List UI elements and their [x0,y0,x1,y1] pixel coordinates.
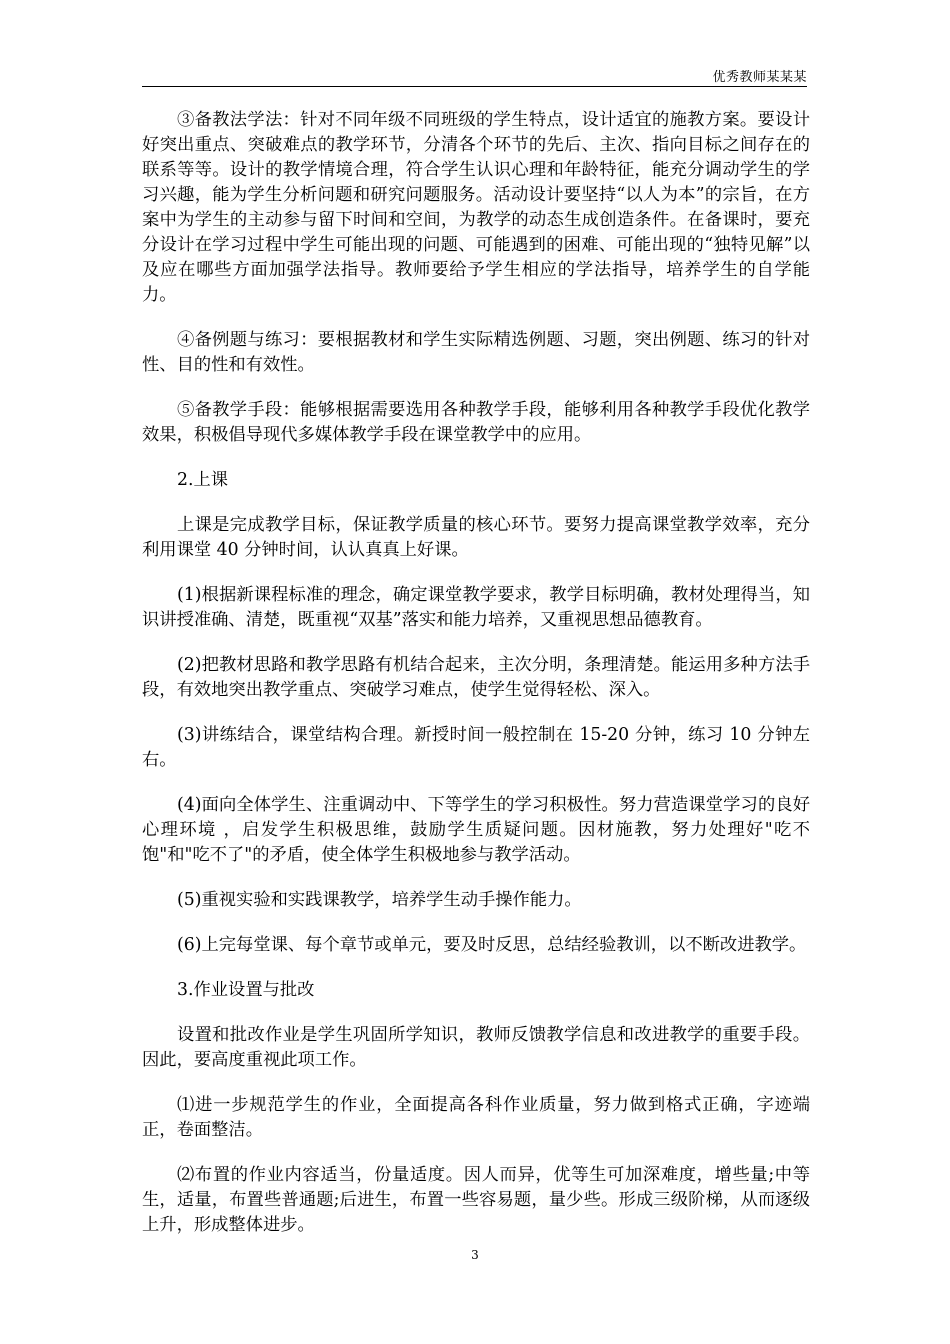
paragraph-examples-exercises: ④备例题与练习：要根据教材和学生实际精选例题、习题，突出例题、练习的针对性、目的性和有效性。 [142,330,810,375]
paragraph-class-item-4: (4)面向全体学生、注重调动中、下等学生的学习积极性。努力营造课堂学习的良好心理环境 ，启发学生积极思维，鼓励学生质疑问题。因材施教，努力处理好"吃不饱"和"吃不了"的矛盾，使全体学生积极地参与教学活动。 [142,795,810,865]
paragraph-homework-item-1: ⑴进一步规范学生的作业，全面提高各科作业质量，努力做到格式正确，字迹端正，卷面整洁。 [142,1095,810,1140]
page-number: 3 [471,1248,479,1262]
paragraph-class-item-6: (6)上完每堂课、每个章节或单元，要及时反思，总结经验教训，以不断改进教学。 [177,935,807,955]
section-heading-homework: 3.作业设置与批改 [177,980,315,1000]
document-body [142,108,810,1258]
paragraph-teaching-means: ⑤备教学手段：能够根据需要选用各种教学手段，能够利用各种教学手段优化教学效果，积极倡导现代多媒体教学手段在课堂教学中的应用。 [142,400,810,445]
header-title: 优秀教师某某某 [712,70,807,85]
paragraph-class-item-1: (1)根据新课程标准的理念，确定课堂教学要求，教学目标明确，教材处理得当，知识讲授准确、清楚，既重视“双基”落实和能力培养，又重视思想品德教育。 [142,585,810,630]
paragraph-teaching-methods: ③备教法学法：针对不同年级不同班级的学生特点，设计适宜的施教方案。要设计好突出重点、突破难点的教学环节，分清各个环节的先后、主次、指向目标之间存在的联系等等。设计的教学情境合理，符合学生认识心理和年龄特征，能充分调动学生的学习兴趣，能为学生分析问题和研究问题服务。活动设计要坚持“以人为本”的宗旨，在方案中为学生的主动参与留下时间和空间，为教学的动态生成创造条件。在备课时，要充分设计在学习过程中学生可能出现的问题、可能遇到的困难、可能出现的“独特见解”以及应在哪些方面加强学法指导。教师要给予学生相应的学法指导，培养学生的自学能力。 [142,110,810,305]
paragraph-homework-intro: 设置和批改作业是学生巩固所学知识，教师反馈教学信息和改进教学的重要手段。因此，要高度重视此项工作。 [142,1025,810,1070]
paragraph-homework-item-2: ⑵布置的作业内容适当，份量适度。因人而异，优等生可加深难度，增些量;中等生，适量，布置些普通题;后进生，布置一些容易题，量少些。形成三级阶梯，从而逐级上升，形成整体进步。 [142,1165,810,1235]
paragraph-class-item-2: (2)把教材思路和教学思路有机结合起来，主次分明，条理清楚。能运用多种方法手段，有效地突出教学重点、突破学习难点，使学生觉得轻松、深入。 [142,655,810,700]
paragraph-class-item-5: (5)重视实验和实践课教学，培养学生动手操作能力。 [177,890,582,910]
page-header [142,60,807,87]
paragraph-class-item-3: (3)讲练结合，课堂结构合理。新授时间一般控制在 15-20 分钟，练习 10 分钟左右。 [142,725,810,770]
paragraph-class-intro: 上课是完成教学目标，保证教学质量的核心环节。要努力提高课堂教学效率，充分利用课堂 40 分钟时间，认认真真上好课。 [142,515,810,560]
section-heading-class: 2.上课 [177,470,229,490]
